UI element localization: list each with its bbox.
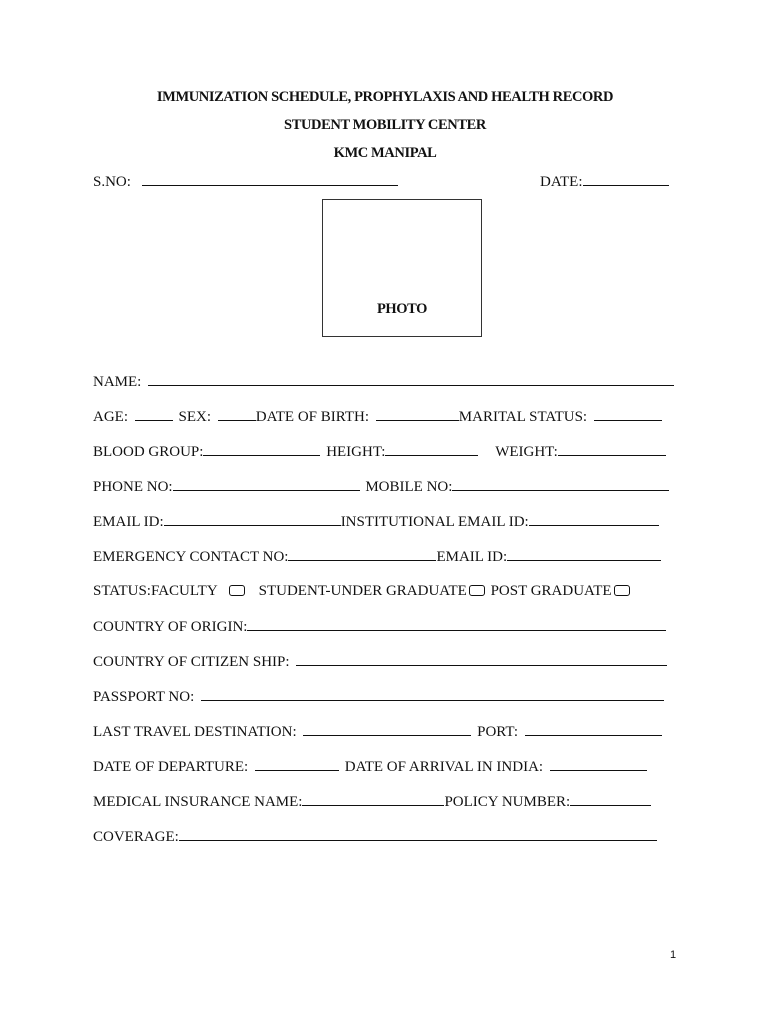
inst-email-label: INSTITUTIONAL EMAIL ID: (340, 514, 529, 530)
coverage-input[interactable] (179, 827, 657, 841)
email-row (93, 512, 659, 531)
height-label: HEIGHT: (326, 444, 386, 460)
insurance-row (93, 792, 651, 811)
marital-label: MARITAL STATUS: (458, 409, 588, 425)
departure-input[interactable] (255, 757, 339, 771)
sno-input[interactable] (142, 172, 398, 186)
weight-input[interactable] (558, 442, 666, 456)
faculty-checkbox[interactable] (229, 585, 245, 596)
port-input[interactable] (525, 722, 662, 736)
blood-label: BLOOD GROUP: (93, 444, 204, 460)
date-label: DATE: (540, 174, 583, 190)
student-ug-label: STUDENT-UNDER GRADUATE (258, 583, 467, 599)
name-field (93, 372, 674, 391)
country-origin-input[interactable] (247, 617, 666, 631)
page-number: 1 (670, 949, 677, 961)
phone-mobile-row (93, 477, 669, 496)
blood-height-weight-row (93, 442, 666, 461)
status-row (93, 582, 630, 600)
mobile-label: MOBILE NO: (365, 479, 453, 495)
last-travel-label: LAST TRAVEL DESTINATION: (93, 724, 297, 740)
emergency-label: EMERGENCY CONTACT NO: (93, 549, 289, 565)
sno-label: S.NO: (93, 174, 131, 190)
policy-input[interactable] (570, 792, 651, 806)
country-citizen-label: COUNTRY OF CITIZEN SHIP: (93, 654, 290, 670)
policy-label: POLICY NUMBER: (444, 794, 571, 810)
inst-email-input[interactable] (529, 512, 659, 526)
emergency-email-label: EMAIL ID: (436, 549, 508, 565)
sex-input[interactable] (218, 407, 256, 421)
port-label: PORT: (477, 724, 518, 740)
pg-checkbox[interactable] (614, 585, 630, 596)
marital-input[interactable] (594, 407, 662, 421)
student-ug-checkbox[interactable] (469, 585, 485, 596)
height-input[interactable] (385, 442, 478, 456)
country-citizen-field (93, 652, 667, 671)
last-travel-input[interactable] (303, 722, 471, 736)
name-label: NAME: (93, 374, 142, 390)
date-field (540, 172, 669, 191)
phone-label: PHONE NO: (93, 479, 173, 495)
coverage-field (93, 827, 657, 846)
age-input[interactable] (135, 407, 173, 421)
weight-label: WEIGHT: (495, 444, 558, 460)
blood-input[interactable] (203, 442, 320, 456)
email-input[interactable] (164, 512, 341, 526)
date-input[interactable] (583, 172, 669, 186)
photo-label: PHOTO (376, 301, 428, 317)
insurance-label: MEDICAL INSURANCE NAME: (93, 794, 303, 810)
page-title: IMMUNIZATION SCHEDULE, PROPHYLAXIS AND HEALTH RECORD (156, 89, 614, 105)
status-faculty-label: STATUS:FACULTY (93, 583, 218, 599)
age-sex-row (93, 407, 662, 426)
age-label: AGE: (93, 409, 128, 425)
passport-input[interactable] (201, 687, 664, 701)
phone-input[interactable] (173, 477, 360, 491)
country-origin-label: COUNTRY OF ORIGIN: (93, 619, 248, 635)
arrival-label: DATE OF ARRIVAL IN INDIA: (344, 759, 544, 775)
emergency-row (93, 547, 661, 566)
passport-label: PASSPORT NO: (93, 689, 195, 705)
country-citizen-input[interactable] (296, 652, 667, 666)
departure-label: DATE OF DEPARTURE: (93, 759, 249, 775)
coverage-label: COVERAGE: (93, 829, 179, 845)
dob-label: DATE OF BIRTH: (255, 409, 370, 425)
travel-row (93, 722, 662, 741)
page-subtitle: STUDENT MOBILITY CENTER (284, 117, 486, 133)
sno-field (93, 172, 398, 191)
email-label: EMAIL ID: (93, 514, 164, 530)
country-origin-field (93, 617, 666, 636)
passport-field (93, 687, 664, 706)
departure-arrival-row (93, 757, 647, 776)
photo-box[interactable] (322, 199, 482, 337)
institution-name: KMC MANIPAL (333, 145, 437, 161)
dob-input[interactable] (376, 407, 459, 421)
sex-label: SEX: (178, 409, 212, 425)
pg-label: POST GRADUATE (490, 583, 612, 599)
mobile-input[interactable] (452, 477, 669, 491)
insurance-input[interactable] (302, 792, 444, 806)
arrival-input[interactable] (550, 757, 647, 771)
emergency-input[interactable] (288, 547, 436, 561)
name-input[interactable] (148, 372, 674, 386)
emergency-email-input[interactable] (507, 547, 661, 561)
